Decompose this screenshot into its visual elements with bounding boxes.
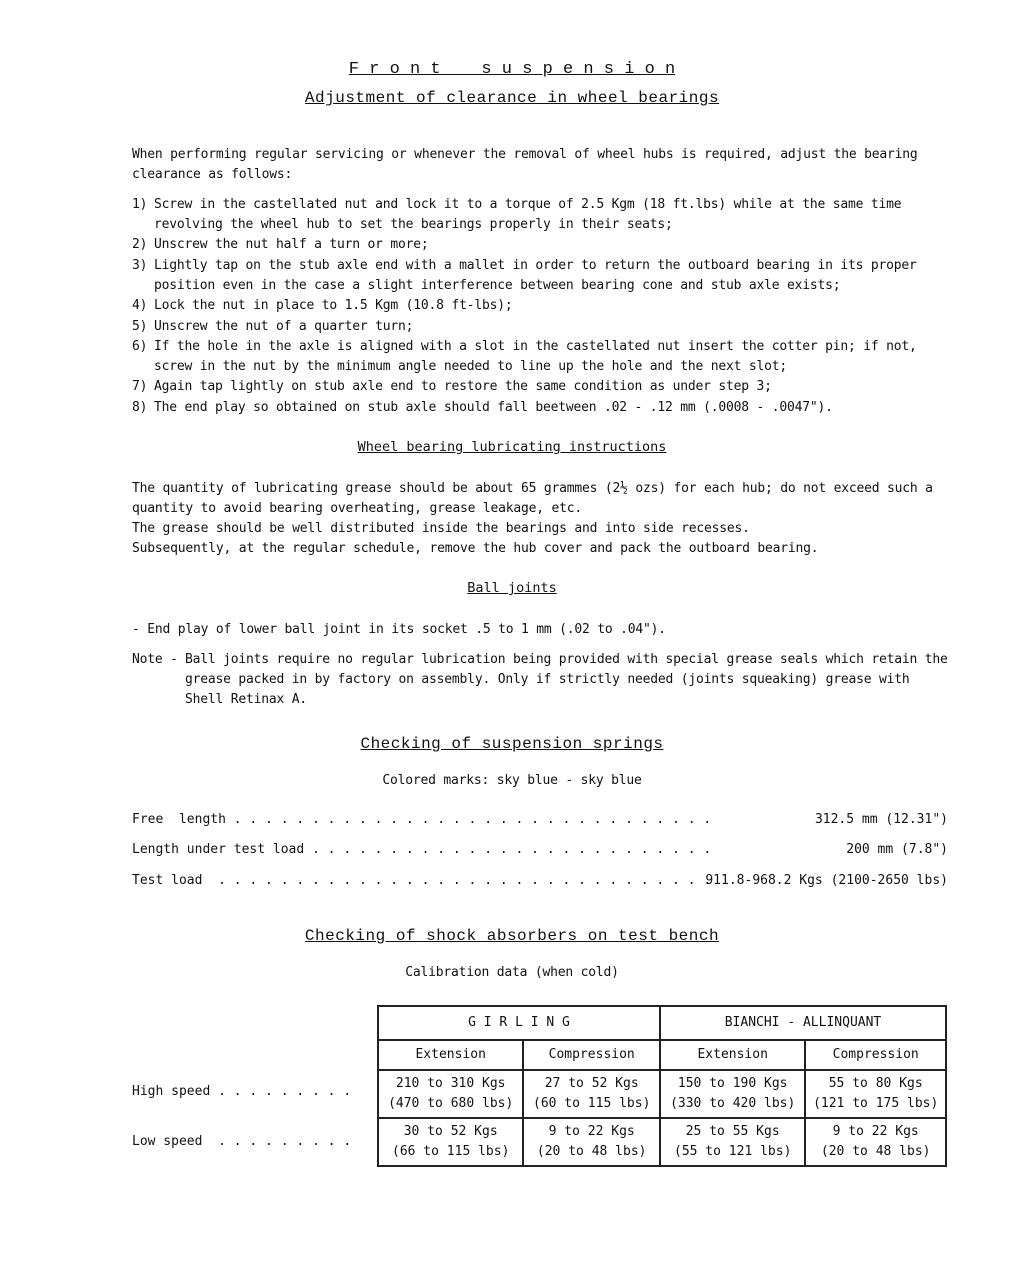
step-item [132,377,952,397]
page-title: F r o n t s u s p e n s i o n [348,60,676,79]
cell-lbs: (20 to 48 lbs) [536,1144,647,1159]
row-label-low-speed: Low speed . . . . . . . . . [132,1134,352,1149]
table-cell [805,1118,946,1166]
table-cell [660,1118,805,1166]
spec-label: Free length . . . . . . . . . . . . . . . . . . . . . . . . . . . . . . . [132,812,712,827]
brand-bianchi: BIANCHI - ALLINQUANT [660,1006,946,1040]
step-text: Screw in the castellated nut and lock it to a torque of 2.5 Kgm (18 ft.lbs) while at the same time revolving the wheel hub to set the bearings properly in their seats; [154,197,902,232]
table-row [378,1118,946,1166]
table-cell [805,1070,946,1118]
table-cell [660,1070,805,1118]
note-text: Ball joints require no regular lubrication being provided with special grease seals which retain the grease packed in by factory on assembly. Only if strictly needed (joints squeaking) grease with Shell Retinax A. [185,652,948,707]
column-header: Extension [660,1040,805,1070]
step-item [132,317,952,337]
spec-row-free-length [132,812,948,834]
cell-kgs: 30 to 52 Kgs [403,1124,498,1139]
step-item [132,398,952,418]
step-text: Again tap lightly on stub axle end to restore the same condition as under step 3; [154,379,772,394]
cell-kgs: 210 to 310 Kgs [395,1076,506,1091]
step-item [132,235,952,255]
cell-lbs: (470 to 680 lbs) [388,1096,514,1111]
step-text: If the hole in the axle is aligned with a slot in the castellated nut insert the cotter pin; if not, screw in the nut by the minimum angle needed to line up the hole and the next slot; [154,339,917,374]
step-number: 8) [132,400,148,415]
note-label: Note - [132,652,178,667]
spec-row-test-length [132,842,948,864]
colored-marks: Colored marks: sky blue - sky blue [382,773,642,788]
table-row [378,1070,946,1118]
table-cell [523,1118,660,1166]
spec-value: 911.8-968.2 Kgs (2100-2650 lbs) [705,873,948,888]
step-text: Lightly tap on the stub axle end with a mallet in order to return the outboard bearing in its proper position even in the case a slight interference between bearing cone and stub axle exists; [154,258,917,293]
cell-lbs: (20 to 48 lbs) [820,1144,931,1159]
calibration-table [377,1005,947,1167]
cell-kgs: 27 to 52 Kgs [544,1076,639,1091]
spec-value: 200 mm (7.8") [846,842,948,857]
step-item [132,296,952,316]
lubrication-line: Subsequently, at the regular schedule, remove the hub cover and pack the outboard bearing. [132,541,819,556]
step-number: 2) [132,237,148,252]
ball-joint-end-play: - End play of lower ball joint in its socket .5 to 1 mm (.02 to .04"). [132,622,666,637]
step-item [132,337,952,377]
cell-kgs: 25 to 55 Kgs [685,1124,780,1139]
step-number: 7) [132,379,148,394]
row-label-high-speed: High speed . . . . . . . . . [132,1084,352,1099]
calibration-caption: Calibration data (when cold) [405,965,619,980]
lubrication-line: The quantity of lubricating grease should be about 65 grammes (2½ ozs) for each hub; do not exceed such a quantity to avoid bearing overheating, grease leakage, etc. [132,481,933,516]
spec-label: Test load . . . . . . . . . . . . . . . . . . . . . . . . . . . . . . . . [132,873,712,888]
step-text: Unscrew the nut half a turn or more; [154,237,429,252]
springs-heading: Checking of suspension springs [360,735,664,753]
step-number: 5) [132,319,148,334]
step-text: The end play so obtained on stub axle should fall beetween .02 - .12 mm (.0008 - .0047"). [154,400,833,415]
ball-joints-heading: Ball joints [467,580,557,596]
table-cell [378,1118,523,1166]
column-header: Extension [378,1040,523,1070]
lubrication-line: The grease should be well distributed inside the bearings and into side recesses. [132,521,750,536]
spec-row-test-load [132,873,948,895]
cell-lbs: (66 to 115 lbs) [392,1144,510,1159]
table-cell [523,1070,660,1118]
lubrication-heading: Wheel bearing lubricating instructions [357,439,667,455]
step-text: Lock the nut in place to 1.5 Kgm (10.8 ft-lbs); [154,298,513,313]
step-item [132,256,952,296]
step-number: 3) [132,258,148,273]
spec-label: Length under test load . . . . . . . . . . . . . . . . . . . . . . . . . . [132,842,712,857]
cell-kgs: 9 to 22 Kgs [832,1124,919,1139]
step-number: 6) [132,339,148,354]
column-header: Compression [805,1040,946,1070]
intro-paragraph: When performing regular servicing or whenever the removal of wheel hubs is required, adjust the bearing clearance as follows: [132,147,918,182]
cell-kgs: 55 to 80 Kgs [828,1076,923,1091]
step-item [132,195,952,235]
cell-kgs: 9 to 22 Kgs [548,1124,635,1139]
cell-lbs: (330 to 420 lbs) [670,1096,796,1111]
cell-lbs: (60 to 115 lbs) [533,1096,651,1111]
page-subtitle: Adjustment of clearance in wheel bearings [304,89,720,107]
brand-girling: G I R L I N G [378,1006,660,1040]
spec-value: 312.5 mm (12.31") [814,812,948,827]
step-number: 4) [132,298,148,313]
cell-kgs: 150 to 190 Kgs [677,1076,788,1091]
column-header: Compression [523,1040,660,1070]
step-text: Unscrew the nut of a quarter turn; [154,319,414,334]
cell-lbs: (55 to 121 lbs) [674,1144,792,1159]
cell-lbs: (121 to 175 lbs) [813,1096,939,1111]
step-number: 1) [132,197,148,212]
shock-absorbers-heading: Checking of shock absorbers on test bench [304,927,720,945]
table-cell [378,1070,523,1118]
